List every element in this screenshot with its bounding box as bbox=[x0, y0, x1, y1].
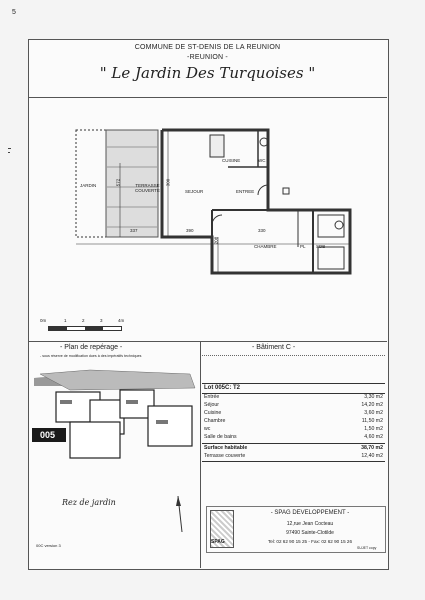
company-city: 97490 Sainte-Clotilde bbox=[286, 530, 334, 536]
room-value: 3,60 m2 bbox=[364, 410, 383, 416]
table-row bbox=[202, 426, 385, 434]
table-row bbox=[202, 383, 385, 394]
margin-tick bbox=[8, 152, 10, 153]
room-sejour: SEJOUR bbox=[185, 189, 204, 194]
jardin-label: JARDIN bbox=[80, 183, 97, 188]
sheet-header bbox=[28, 39, 387, 98]
dim-390: 390 bbox=[186, 228, 194, 233]
dim-208: 208 bbox=[213, 236, 219, 245]
table-row bbox=[202, 394, 385, 402]
room-label: Entrée bbox=[204, 394, 220, 400]
terrasse-value: 12,40 m2 bbox=[361, 453, 383, 459]
margin-tick bbox=[8, 148, 11, 149]
unit-walls bbox=[162, 130, 350, 273]
level-label: Rez de jardin bbox=[62, 498, 116, 507]
table-row bbox=[202, 453, 385, 462]
dim-572: 572 bbox=[115, 178, 121, 187]
corner-mark: 5 bbox=[12, 9, 16, 16]
surface-label: Surface habitable bbox=[204, 445, 248, 451]
lot-title: Lot 005C: T2 bbox=[204, 385, 241, 391]
company-name: - SPAG DEVELOPPEMENT - bbox=[270, 510, 350, 516]
north-arrow-icon bbox=[172, 494, 188, 534]
room-cuisine: CUISINE bbox=[222, 158, 241, 163]
scale-tick: 1 bbox=[64, 318, 67, 323]
room-value: 14,20 m2 bbox=[361, 402, 383, 408]
version-label: 00C version 3 bbox=[36, 543, 61, 548]
reperage-note: - sous réserve de modification dues à des impératifs techniques bbox=[40, 354, 142, 358]
scale-tick: 2 bbox=[82, 318, 85, 323]
dim-300: 300 bbox=[165, 178, 171, 187]
table-row bbox=[202, 443, 385, 453]
region-title: -REUNION - bbox=[187, 54, 228, 61]
room-chambre: CHAMBRE bbox=[254, 244, 277, 249]
electric-panel-icon bbox=[283, 188, 289, 194]
scale-prefix: 0m bbox=[40, 318, 47, 323]
room-value: 11,50 m2 bbox=[361, 418, 383, 424]
site-plan bbox=[30, 360, 198, 470]
room-wc: WC bbox=[258, 158, 266, 163]
room-value: 1,50 m2 bbox=[364, 426, 383, 432]
lot-badge: 005 bbox=[40, 430, 56, 440]
room-label: Salle de bains bbox=[204, 434, 237, 440]
room-label: Chambre bbox=[204, 418, 226, 424]
reperage-title: - Plan de repérage - bbox=[60, 344, 123, 351]
spag-logo-text: SPAG bbox=[211, 539, 225, 545]
project-name: " Le Jardin Des Turquoises " bbox=[99, 64, 316, 82]
floor-plan bbox=[28, 97, 387, 307]
terrace-label: TERRASSE COUVERTE bbox=[135, 183, 160, 193]
room-label: Cuisine bbox=[204, 410, 222, 416]
table-row bbox=[202, 410, 385, 418]
dim-337: 337 bbox=[130, 228, 138, 233]
room-value: 3,30 m2 bbox=[364, 394, 383, 400]
company-address: 12,rue Jean Cocteau bbox=[286, 521, 334, 527]
room-label: wc bbox=[204, 426, 211, 432]
scale-tick: 3 bbox=[100, 318, 103, 323]
room-sdb: SDB bbox=[316, 244, 326, 249]
batiment-title: - Bâtiment C - bbox=[252, 344, 296, 351]
column-divider bbox=[200, 341, 201, 568]
scale-tick: 4m bbox=[118, 318, 125, 323]
batiment-rule bbox=[202, 355, 385, 356]
table-row bbox=[202, 402, 385, 410]
section-divider bbox=[28, 341, 387, 342]
surface-value: 38,70 m2 bbox=[361, 445, 383, 451]
room-value: 4,60 m2 bbox=[364, 434, 383, 440]
sujet-label: SUJET copy bbox=[357, 546, 377, 550]
room-label: Séjour bbox=[204, 402, 219, 408]
room-entree: ENTREE bbox=[236, 189, 255, 194]
dim-330: 330 bbox=[258, 228, 266, 233]
room-pl: PL bbox=[300, 244, 306, 249]
table-row bbox=[202, 418, 385, 426]
commune-title: COMMUNE DE ST-DENIS DE LA REUNION bbox=[134, 44, 281, 51]
terrasse-label: Terrasse couverte bbox=[204, 453, 246, 459]
company-phone: Tel: 02 62 90 15 25 - Fax: 02 62 90 15 26 bbox=[267, 539, 353, 544]
table-row bbox=[202, 434, 385, 442]
